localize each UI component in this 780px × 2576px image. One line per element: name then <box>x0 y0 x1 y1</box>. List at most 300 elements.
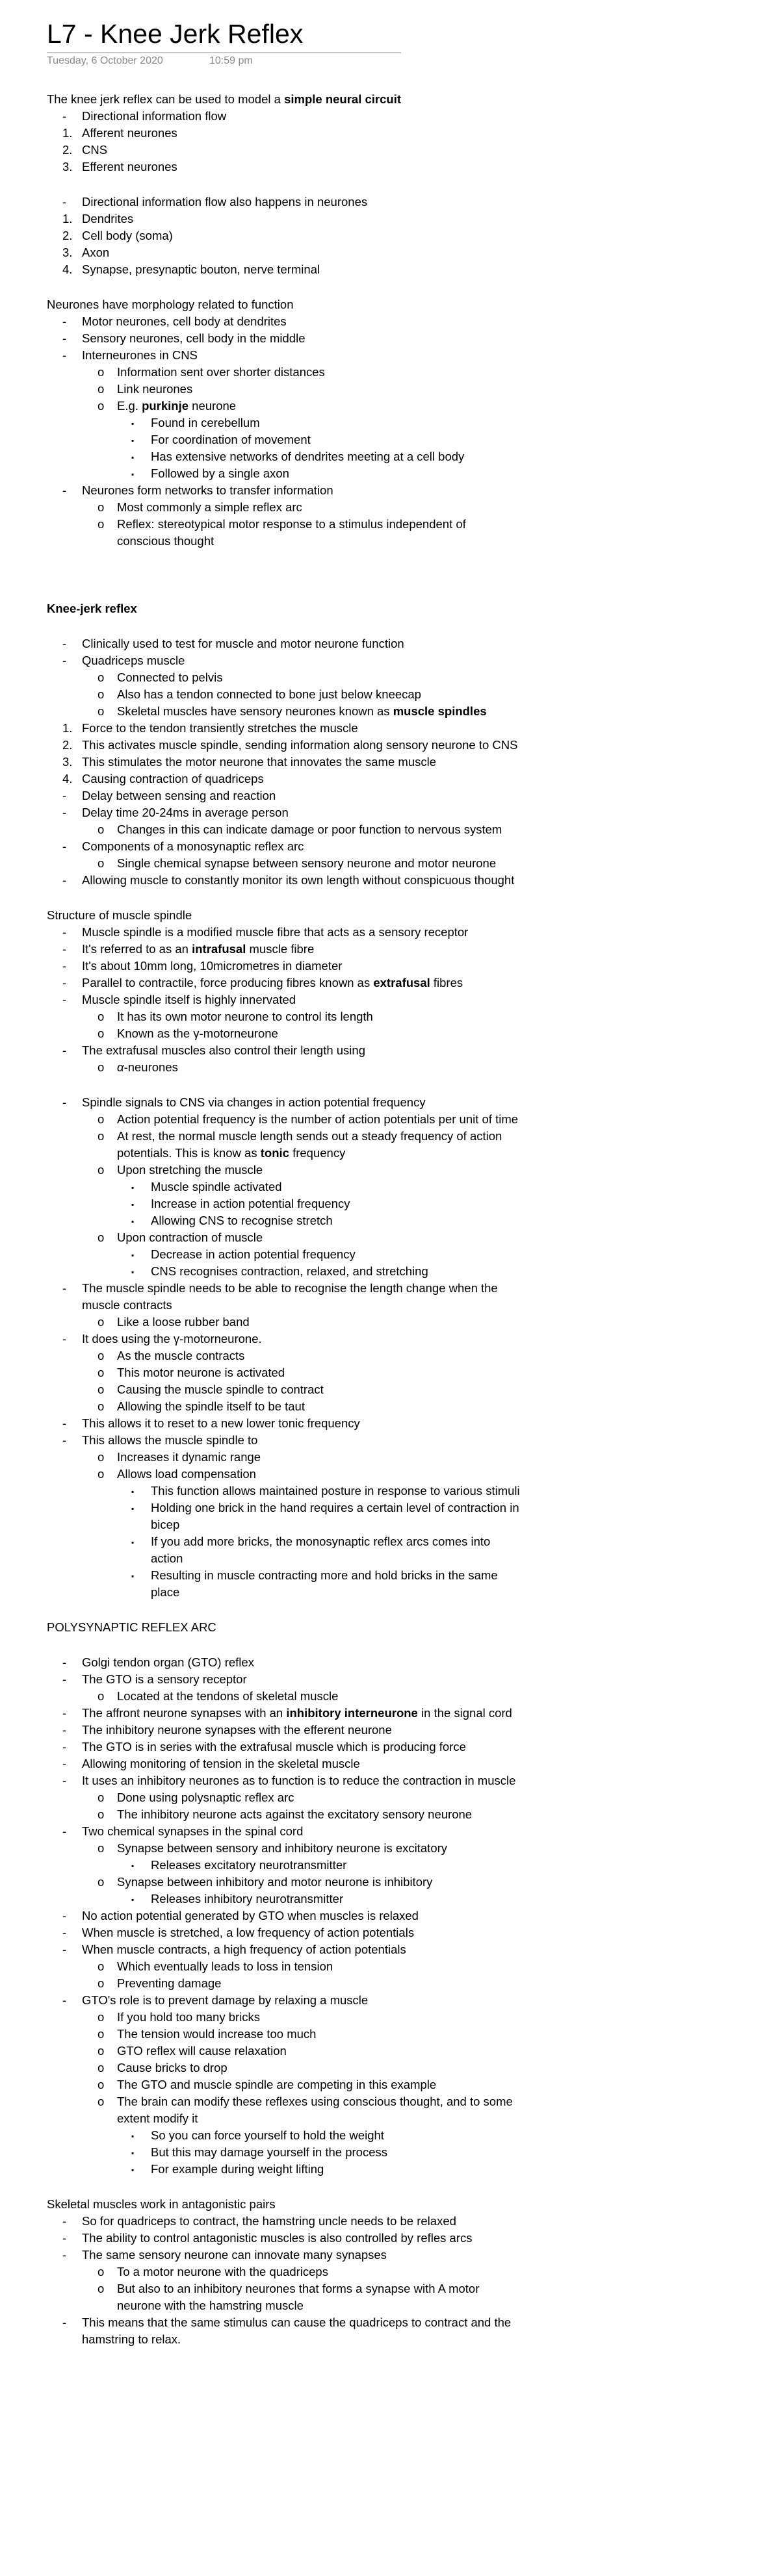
list-item <box>47 1874 567 1891</box>
list-marker: - <box>62 1740 67 1753</box>
list-item <box>47 2093 567 2127</box>
note-body[interactable] <box>47 91 567 2348</box>
list-item-text: Force to the tendon transiently stretches the muscle <box>82 721 358 735</box>
list-item <box>47 125 567 142</box>
list-item-text: Increase in action potential frequency <box>151 1197 350 1210</box>
list-item <box>47 2280 567 2314</box>
list-marker: - <box>62 637 67 650</box>
list-marker: ▪ <box>131 1861 135 1870</box>
list-item <box>47 465 567 482</box>
list-item-text: CNS <box>82 143 108 157</box>
list-item <box>47 244 567 261</box>
list-marker: - <box>62 1926 67 1939</box>
list-marker: o <box>98 1467 105 1481</box>
list-item-text: Dendrites <box>82 212 134 225</box>
list-item-text: If you add more bricks, the monosynaptic reflex arcs comes into action <box>151 1535 491 1565</box>
list-item-text: It's about 10mm long, 10micrometres in diameter <box>82 959 343 973</box>
list-item-text: Resulting in muscle contracting more and hold bricks in the same place <box>151 1568 498 1599</box>
list-item-text: Has extensive networks of dendrites meeting at a cell body <box>151 450 465 463</box>
list-item <box>47 1381 567 1398</box>
list-marker: ▪ <box>131 2132 135 2141</box>
list-item <box>47 347 567 364</box>
list-item <box>47 1059 567 1076</box>
list-item-text: Causing contraction of quadriceps <box>82 772 264 785</box>
list-item-text: GTO reflex will cause relaxation <box>117 2044 287 2058</box>
list-item <box>47 142 567 159</box>
list-marker: o <box>98 399 105 413</box>
list-item-text: This motor neurone is activated <box>117 1366 285 1379</box>
list-marker: o <box>98 2010 105 2024</box>
list-marker: o <box>98 2095 105 2108</box>
list-item <box>47 703 567 720</box>
list-marker: - <box>62 2315 67 2329</box>
list-item <box>47 1992 567 2009</box>
list-marker: o <box>98 1959 105 1973</box>
list-item-text: Allowing muscle to constantly monitor its own length without conspicuous thought <box>82 873 515 887</box>
paragraph-line <box>47 296 567 313</box>
list-marker: - <box>62 1757 67 1770</box>
list-item-text: Synapse between inhibitory and motor neurone is inhibitory <box>117 1875 433 1889</box>
list-item <box>47 804 567 821</box>
list-item <box>47 1212 567 1229</box>
list-marker: o <box>98 2044 105 2058</box>
list-item <box>47 1958 567 1975</box>
list-marker: - <box>62 1672 67 1686</box>
list-item-text: Afferent neurones <box>82 126 177 140</box>
list-item-text: Upon contraction of muscle <box>117 1231 263 1244</box>
list-item <box>47 364 567 381</box>
list-item <box>47 1823 567 1840</box>
list-item-text: The tension would increase too much <box>117 2027 317 2041</box>
list-marker: 2. <box>62 738 73 752</box>
list-item-text: The GTO is in series with the extrafusal muscle which is producing force <box>82 1740 466 1753</box>
list-item-text: Followed by a single axon <box>151 466 289 480</box>
list-item <box>47 1280 567 1314</box>
list-marker: o <box>98 1129 105 1143</box>
list-item-text: Parallel to contractile, force producing fibres known as extrafusal fibres <box>82 976 463 989</box>
list-marker: o <box>98 1841 105 1855</box>
list-marker: ▪ <box>131 1572 135 1581</box>
list-item <box>47 1840 567 1857</box>
list-marker: 2. <box>62 143 73 157</box>
list-marker: o <box>98 382 105 396</box>
list-item-text: Reflex: stereotypical motor response to a stimulus independent of conscious thought <box>117 517 466 548</box>
list-item <box>47 1483 567 1499</box>
list-marker: o <box>98 1976 105 1990</box>
list-item <box>47 1806 567 1823</box>
list-item <box>47 1907 567 1924</box>
list-item <box>47 991 567 1008</box>
list-item-text: Axon <box>82 246 110 259</box>
list-item-text: Allowing CNS to recognise stretch <box>151 1214 333 1227</box>
list-item-text: Holding one brick in the hand requires a certain level of contraction in bicep <box>151 1501 519 1531</box>
list-marker: o <box>98 1349 105 1362</box>
list-marker: o <box>98 1315 105 1329</box>
list-item-text: This allows the muscle spindle to <box>82 1433 258 1447</box>
paragraph-line <box>47 1619 567 1636</box>
list-item <box>47 1789 567 1806</box>
list-marker: 2. <box>62 229 73 242</box>
list-item-text: Muscle spindle itself is highly innervated <box>82 993 296 1006</box>
note-time: 10:59 pm <box>209 55 253 66</box>
list-item <box>47 448 567 465</box>
list-item <box>47 414 567 431</box>
list-marker: ▪ <box>131 419 135 428</box>
list-item-text: But this may damage yourself in the process <box>151 2145 388 2159</box>
list-item <box>47 159 567 175</box>
list-item <box>47 2161 567 2178</box>
list-marker: o <box>98 1383 105 1396</box>
list-item <box>47 1415 567 1432</box>
list-marker: - <box>62 1281 67 1295</box>
list-item-text: Motor neurones, cell body at dendrites <box>82 314 287 328</box>
list-marker: ▪ <box>131 1538 135 1547</box>
list-marker: ▪ <box>131 1895 135 1904</box>
list-item <box>47 1705 567 1722</box>
list-item-text: CNS recognises contraction, relaxed, and stretching <box>151 1264 428 1278</box>
blank-line <box>47 278 567 296</box>
list-item-text: Known as the γ-motorneurone <box>117 1027 278 1040</box>
blank-line <box>47 2178 567 2196</box>
list-marker: - <box>62 942 67 956</box>
list-item <box>47 1772 567 1789</box>
list-item-text: Muscle spindle activated <box>151 1180 282 1193</box>
list-item-text: The affront neurone synapses with an inhibitory interneurone in the signal cord <box>82 1706 512 1720</box>
list-marker: ▪ <box>131 453 135 462</box>
list-item-text: Preventing damage <box>117 1976 222 1990</box>
list-marker: 3. <box>62 755 73 769</box>
list-item <box>47 2127 567 2144</box>
list-marker: - <box>62 314 67 328</box>
list-marker: o <box>98 1450 105 1464</box>
blank-line <box>47 617 567 635</box>
list-item <box>47 482 567 499</box>
list-item-text: For coordination of movement <box>151 433 311 446</box>
list-item-text: This function allows maintained posture in response to various stimuli <box>151 1484 520 1498</box>
list-item <box>47 1466 567 1483</box>
list-item <box>47 261 567 278</box>
list-item-text: Allows load compensation <box>117 1467 256 1481</box>
list-item <box>47 958 567 975</box>
list-item <box>47 821 567 838</box>
blank-line <box>47 1601 567 1619</box>
list-item-text: Neurones form networks to transfer information <box>82 483 333 497</box>
list-item-text: Increases it dynamic range <box>117 1450 261 1464</box>
list-item <box>47 635 567 652</box>
list-marker: o <box>98 1112 105 1126</box>
list-item-text: The inhibitory neurone acts against the excitatory sensory neurone <box>117 1807 473 1821</box>
list-item-text: Link neurones <box>117 382 193 396</box>
list-item <box>47 771 567 787</box>
list-item-text: GTO's role is to prevent damage by relaxing a muscle <box>82 1993 369 2007</box>
list-item <box>47 1671 567 1688</box>
list-marker: o <box>98 2061 105 2074</box>
list-marker: o <box>98 687 105 701</box>
list-item <box>47 1432 567 1449</box>
list-item <box>47 194 567 210</box>
list-item-text: The ability to control antagonistic muscles is also controlled by refles arcs <box>82 2231 473 2245</box>
list-item-text: But also to an inhibitory neurones that forms a synapse with A motor neurone with the hamstring muscle <box>117 2282 480 2312</box>
list-item-text: Decrease in action potential frequency <box>151 1247 356 1261</box>
list-item <box>47 1364 567 1381</box>
list-marker: o <box>98 1875 105 1889</box>
list-marker: ▪ <box>131 1183 135 1192</box>
list-marker: - <box>62 993 67 1006</box>
list-item <box>47 1722 567 1739</box>
list-item-text: Synapse, presynaptic bouton, nerve terminal <box>82 262 320 276</box>
list-item-text: Directional information flow <box>82 109 227 123</box>
list-item-text: Like a loose rubber band <box>117 1315 250 1329</box>
list-item-text: Releases excitatory neurotransmitter <box>151 1858 347 1872</box>
list-item <box>47 1755 567 1772</box>
list-marker: - <box>62 348 67 362</box>
list-marker: 4. <box>62 772 73 785</box>
list-marker: - <box>62 1993 67 2007</box>
list-item <box>47 686 567 703</box>
list-item <box>47 2009 567 2026</box>
list-marker: o <box>98 2078 105 2091</box>
list-item-text: It has its own motor neurone to control its length <box>117 1010 373 1023</box>
list-item-text: Done using polysnaptic reflex arc <box>117 1791 294 1804</box>
paragraph-line <box>47 91 567 108</box>
list-marker: o <box>98 2282 105 2295</box>
list-marker: ▪ <box>131 1200 135 1209</box>
list-item-text: Synapse between sensory and inhibitory neurone is excitatory <box>117 1841 448 1855</box>
list-item-text: Which eventually leads to loss in tension <box>117 1959 333 1973</box>
list-marker: - <box>62 1332 67 1345</box>
list-item <box>47 499 567 516</box>
list-item-text: Changes in this can indicate damage or poor function to nervous system <box>117 823 502 836</box>
list-marker: ▪ <box>131 2149 135 2158</box>
list-marker: - <box>62 483 67 497</box>
list-item <box>47 787 567 804</box>
list-item <box>47 1891 567 1907</box>
list-marker: o <box>98 1791 105 1804</box>
list-item-text: This stimulates the motor neurone that innovates the same muscle <box>82 755 436 769</box>
list-item <box>47 1975 567 1992</box>
list-marker: - <box>62 873 67 887</box>
list-item-text: Information sent over shorter distances <box>117 365 325 379</box>
list-item <box>47 1111 567 1128</box>
list-item <box>47 1094 567 1111</box>
list-item-text: Allowing the spindle itself to be taut <box>117 1399 305 1413</box>
list-item-text: Muscle spindle is a modified muscle fibre that acts as a sensory receptor <box>82 925 469 939</box>
list-marker: - <box>62 2248 67 2262</box>
list-marker: 1. <box>62 126 73 140</box>
list-item-text: The GTO and muscle spindle are competing in this example <box>117 2078 437 2091</box>
list-item <box>47 210 567 227</box>
list-marker: ▪ <box>131 470 135 479</box>
list-item <box>47 431 567 448</box>
list-item-text: Components of a monosynaptic reflex arc <box>82 839 304 853</box>
list-marker: ▪ <box>131 1217 135 1226</box>
list-item <box>47 2264 567 2280</box>
list-item-text: Cause bricks to drop <box>117 2061 228 2074</box>
list-marker: o <box>98 517 105 531</box>
list-item <box>47 754 567 771</box>
list-item-text: Neurones have morphology related to function <box>47 298 294 311</box>
list-item-text: Efferent neurones <box>82 160 177 173</box>
list-marker: ▪ <box>131 1268 135 1277</box>
list-item-text: When muscle contracts, a high frequency of action potentials <box>82 1943 406 1956</box>
list-marker: o <box>98 823 105 836</box>
list-item <box>47 2213 567 2230</box>
list-item <box>47 1449 567 1466</box>
list-marker: - <box>62 109 67 123</box>
list-item <box>47 975 567 991</box>
list-marker: - <box>62 839 67 853</box>
list-marker: - <box>62 654 67 667</box>
list-marker: - <box>62 1433 67 1447</box>
list-item-text: The brain can modify these reflexes using conscious thought, and to some extent modify it <box>117 2095 513 2125</box>
list-item-text: Interneurones in CNS <box>82 348 198 362</box>
list-marker: - <box>62 195 67 209</box>
note-date: Tuesday, 6 October 2020 <box>47 55 163 66</box>
list-item-text: Most commonly a simple reflex arc <box>117 500 302 514</box>
list-item-text: The muscle spindle needs to be able to recognise the length change when the muscle contracts <box>82 1281 498 1312</box>
list-item-text: The GTO is a sensory receptor <box>82 1672 247 1686</box>
list-marker: - <box>62 2231 67 2245</box>
list-item-text: Also has a tendon connected to bone just below kneecap <box>117 687 421 701</box>
list-item <box>47 1654 567 1671</box>
list-item-text: This means that the same stimulus can cause the quadriceps to contract and the hamstring to relax. <box>82 2315 512 2346</box>
blank-line <box>47 175 567 194</box>
list-marker: o <box>98 1060 105 1074</box>
list-item-text: Cell body (soma) <box>82 229 173 242</box>
list-item <box>47 2060 567 2076</box>
list-marker: o <box>98 856 105 870</box>
list-marker: - <box>62 331 67 345</box>
list-marker: o <box>98 670 105 684</box>
paragraph-line <box>47 600 567 617</box>
list-item <box>47 2026 567 2043</box>
list-item <box>47 313 567 330</box>
list-marker: o <box>98 1689 105 1703</box>
list-marker: o <box>98 2027 105 2041</box>
list-item <box>47 2247 567 2264</box>
list-marker: - <box>62 1416 67 1430</box>
list-marker: - <box>62 806 67 819</box>
list-item <box>47 330 567 347</box>
list-item <box>47 1162 567 1179</box>
list-item-text: α-neurones <box>117 1060 178 1074</box>
list-marker: o <box>98 500 105 514</box>
list-marker: 3. <box>62 246 73 259</box>
blank-line <box>47 1076 567 1094</box>
list-item-text: It does using the γ-motorneurone. <box>82 1332 262 1345</box>
list-item-text: So for quadriceps to contract, the hamstring uncle needs to be relaxed <box>82 2214 456 2228</box>
list-item-text: Action potential frequency is the number of action potentials per unit of time <box>117 1112 519 1126</box>
blank-line <box>47 1636 567 1654</box>
list-item <box>47 1128 567 1162</box>
list-item <box>47 2043 567 2060</box>
list-item <box>47 2314 567 2348</box>
list-item-text: This activates muscle spindle, sending information along sensory neurone to CNS <box>82 738 518 752</box>
list-item <box>47 2144 567 2161</box>
paragraph-line <box>47 907 567 924</box>
list-item <box>47 1331 567 1347</box>
list-marker: o <box>98 704 105 718</box>
list-marker: o <box>98 1807 105 1821</box>
list-item <box>47 108 567 125</box>
list-item <box>47 1924 567 1941</box>
list-item-text: Allowing monitoring of tension in the skeletal muscle <box>82 1757 360 1770</box>
list-item-text: As the muscle contracts <box>117 1349 245 1362</box>
list-item-text: At rest, the normal muscle length sends out a steady frequency of action potentials. This is know as tonic frequency <box>117 1129 502 1160</box>
list-item-text: Causing the muscle spindle to contract <box>117 1383 324 1396</box>
list-item <box>47 1195 567 1212</box>
list-marker: - <box>62 1824 67 1838</box>
list-marker: ▪ <box>131 1487 135 1496</box>
list-item-text: Single chemical synapse between sensory neurone and motor neurone <box>117 856 497 870</box>
list-item-text: Delay time 20-24ms in average person <box>82 806 289 819</box>
list-item-text: No action potential generated by GTO when muscles is relaxed <box>82 1909 419 1922</box>
list-marker: o <box>98 1163 105 1177</box>
list-marker: - <box>62 1943 67 1956</box>
list-item-text: Quadriceps muscle <box>82 654 185 667</box>
list-item <box>47 1042 567 1059</box>
list-item-text: The inhibitory neurone synapses with the efferent neurone <box>82 1723 392 1737</box>
list-marker: - <box>62 1909 67 1922</box>
list-marker: - <box>62 2214 67 2228</box>
list-marker: - <box>62 925 67 939</box>
list-item-text: POLYSYNAPTIC REFLEX ARC <box>47 1620 216 1634</box>
list-marker: - <box>62 1655 67 1669</box>
list-item <box>47 669 567 686</box>
list-item <box>47 838 567 855</box>
list-marker: o <box>98 2265 105 2278</box>
list-item <box>47 1025 567 1042</box>
list-marker: o <box>98 365 105 379</box>
list-item-text: Found in cerebellum <box>151 416 260 429</box>
list-item <box>47 1857 567 1874</box>
list-item-text: To a motor neurone with the quadriceps <box>117 2265 328 2278</box>
list-item <box>47 1739 567 1755</box>
list-marker: o <box>98 1231 105 1244</box>
list-item <box>47 1398 567 1415</box>
list-item-text: So you can force yourself to hold the weight <box>151 2128 384 2142</box>
list-item-text: The same sensory neurone can innovate many synapses <box>82 2248 387 2262</box>
list-item <box>47 1941 567 1958</box>
list-item <box>47 1347 567 1364</box>
list-marker: - <box>62 959 67 973</box>
list-item <box>47 1533 567 1567</box>
paragraph-line <box>47 2196 567 2213</box>
list-item <box>47 381 567 398</box>
list-item <box>47 516 567 550</box>
list-item <box>47 1567 567 1601</box>
list-marker: - <box>62 1043 67 1057</box>
list-marker: - <box>62 1723 67 1737</box>
list-item <box>47 720 567 737</box>
list-item <box>47 1229 567 1246</box>
list-item <box>47 872 567 889</box>
list-item <box>47 227 567 244</box>
list-item <box>47 1314 567 1331</box>
list-item-text: Sensory neurones, cell body in the middle <box>82 331 306 345</box>
list-item-text: Two chemical synapses in the spinal cord <box>82 1824 304 1838</box>
list-item-text: Structure of muscle spindle <box>47 908 192 922</box>
list-item-text: Knee-jerk reflex <box>47 602 137 615</box>
list-item <box>47 2230 567 2247</box>
list-item <box>47 652 567 669</box>
list-item-text: Directional information flow also happens in neurones <box>82 195 368 209</box>
list-item-text: Skeletal muscles work in antagonistic pairs <box>47 2197 276 2211</box>
list-item-text: Golgi tendon organ (GTO) reflex <box>82 1655 254 1669</box>
list-item <box>47 1688 567 1705</box>
list-marker: ▪ <box>131 1251 135 1260</box>
list-marker: o <box>98 1366 105 1379</box>
